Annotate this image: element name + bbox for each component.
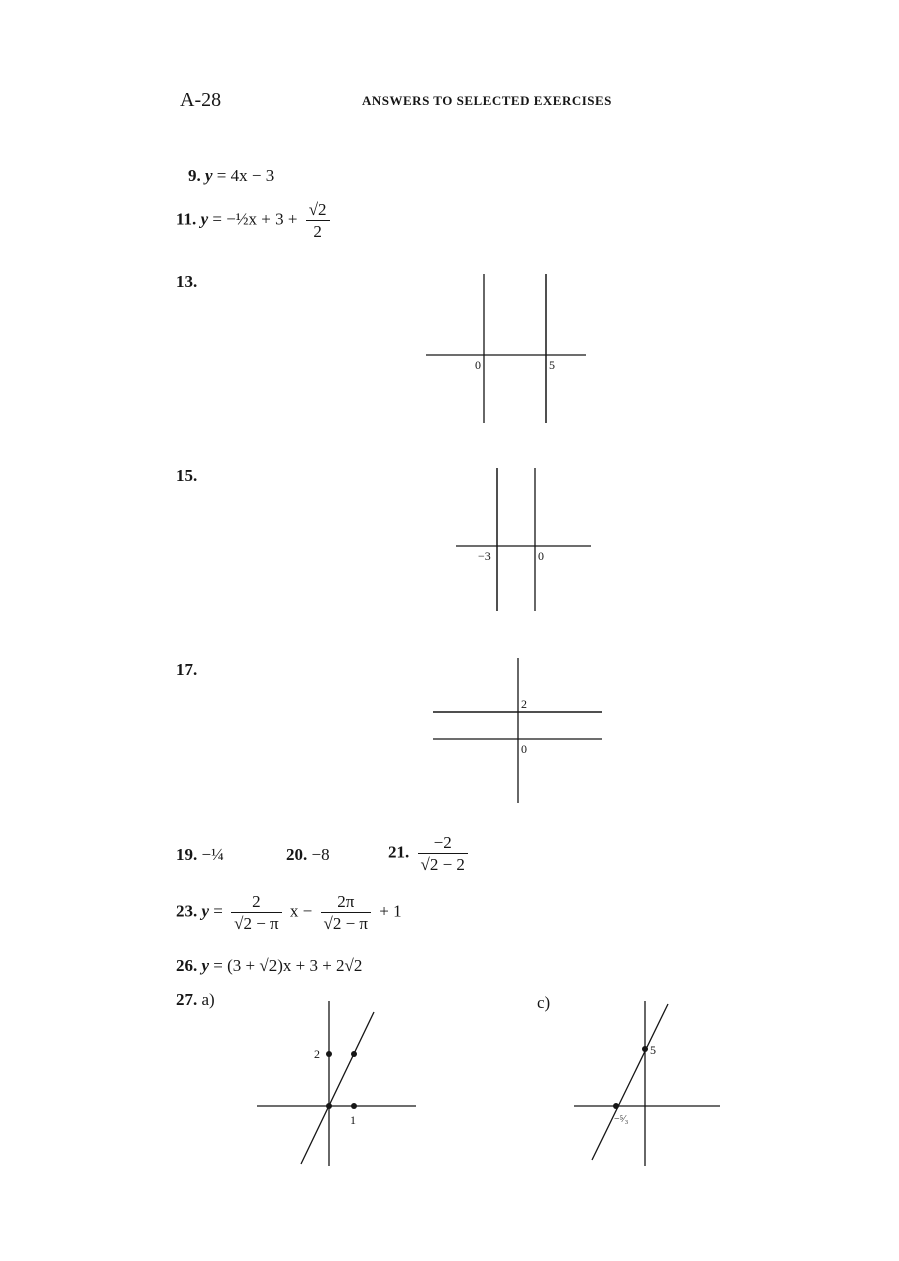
- variable-y: y: [205, 166, 213, 185]
- exercise-number: 20.: [286, 845, 308, 864]
- exercise-number: 23.: [176, 901, 198, 921]
- exercise-27: [176, 990, 215, 1010]
- point-0-5: [642, 1046, 648, 1052]
- graph-exercise-15: [450, 463, 600, 615]
- fraction: [231, 891, 282, 935]
- graph-exercise-27c: [570, 998, 725, 1170]
- tick-label: 2: [521, 697, 527, 711]
- tick-label: −3: [478, 549, 491, 563]
- variable-y: y: [201, 956, 210, 975]
- exercise-17-number: 17.: [176, 660, 198, 679]
- exercise-26: [176, 956, 362, 976]
- part-a-label: a): [201, 990, 215, 1009]
- exercise-19: [176, 845, 224, 865]
- point-x-intercept: [613, 1103, 619, 1109]
- fraction-denominator: √2 − π: [231, 912, 282, 934]
- term-x: x −: [289, 901, 313, 921]
- constant-term: + 1: [379, 901, 402, 921]
- part-c-label: c): [537, 993, 551, 1012]
- tick-label: 2: [314, 1047, 320, 1061]
- equals-sign: =: [213, 901, 223, 921]
- point-1-2: [351, 1051, 357, 1057]
- fraction: [321, 891, 372, 935]
- tick-label: 5: [650, 1043, 656, 1057]
- exercise-number: 21.: [388, 842, 410, 862]
- line-y-2x: [301, 1012, 374, 1164]
- equation-rhs: = 4x − 3: [216, 166, 275, 185]
- equation-middle: = −½x + 3 +: [212, 209, 298, 229]
- graph-exercise-13: [420, 268, 595, 428]
- exercise-number: 9.: [188, 166, 201, 185]
- answer-value: −¼: [201, 845, 224, 864]
- origin-point: [326, 1103, 332, 1109]
- fraction-denominator: √2 − 2: [418, 853, 468, 875]
- exercise-13-number: 13.: [176, 272, 198, 291]
- running-title: ANSWERS TO SELECTED EXERCISES: [362, 93, 612, 108]
- fraction-numerator: 2π: [337, 892, 355, 911]
- tick-label: 0: [538, 549, 544, 563]
- fraction-denominator: 2: [306, 220, 330, 242]
- page-number: A-28: [180, 89, 222, 111]
- fraction-numerator: 2: [252, 892, 261, 911]
- variable-y: y: [201, 901, 210, 921]
- fraction-numerator: √2: [308, 200, 327, 219]
- tick-label: 0: [475, 358, 481, 372]
- exercise-21: [388, 832, 472, 876]
- point-0-2: [326, 1051, 332, 1057]
- tick-label: 0: [521, 742, 527, 756]
- fraction-numerator: −2: [433, 833, 452, 852]
- graph-exercise-17: [428, 654, 608, 806]
- fraction: [418, 832, 468, 876]
- variable-y: y: [200, 209, 209, 229]
- fraction-denominator: √2 − π: [321, 912, 372, 934]
- point-1-0: [351, 1103, 357, 1109]
- fraction: [306, 199, 330, 243]
- answer-value: −8: [311, 845, 330, 864]
- exercise-number: 26.: [176, 956, 198, 975]
- exercise-15-number: 15.: [176, 466, 198, 485]
- tick-label: −⁵⁄₃: [614, 1114, 629, 1125]
- equation-rhs: = (3 + √2)x + 3 + 2√2: [213, 956, 363, 975]
- tick-label: 1: [350, 1113, 356, 1127]
- exercise-number: 19.: [176, 845, 198, 864]
- exercise-11: [176, 199, 334, 243]
- exercise-23: [176, 891, 402, 935]
- exercise-20: [286, 845, 330, 865]
- exercise-number: 27.: [176, 990, 198, 1009]
- exercise-9: [188, 166, 274, 186]
- graph-exercise-27a: [252, 998, 422, 1170]
- exercise-number: 11.: [176, 209, 197, 229]
- line-y-3x-plus-5: [592, 1004, 668, 1160]
- tick-label: 5: [549, 358, 555, 372]
